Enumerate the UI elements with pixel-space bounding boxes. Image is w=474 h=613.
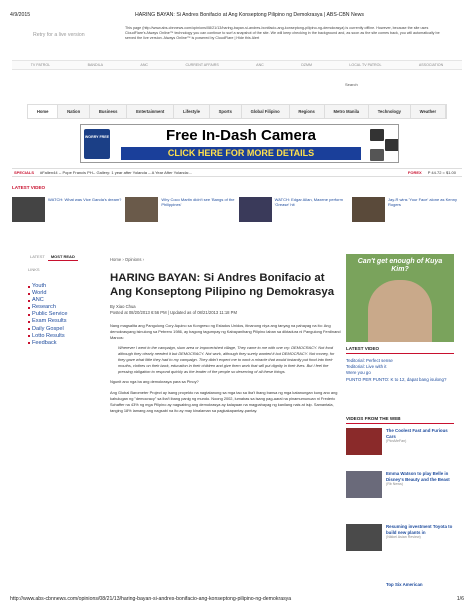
sidebar-link[interactable]	[28, 304, 88, 311]
video-caption[interactable]: WATCH: Edgar Allan, Maxene perform 'Grease' hit	[274, 197, 343, 207]
tab-most-read[interactable]: MOST READ	[48, 253, 78, 261]
video-strip	[12, 197, 462, 227]
sidebar-link[interactable]	[28, 283, 88, 290]
latest-video-label: LATEST VIDEO	[12, 185, 46, 190]
footer-url: http://www.abs-cbnnews.com/opinions/08/21/13/haring-bayan-si-andres-bonifacio-ang-konseptong-pilipino-ng-demokrasya	[10, 596, 292, 602]
nav-item-home[interactable]: Home	[28, 105, 58, 118]
bullet-icon	[28, 321, 30, 323]
bullet-icon	[28, 342, 30, 344]
ad-banner[interactable]	[80, 124, 399, 163]
sidebar-link-label[interactable]: Youth	[32, 283, 47, 289]
sidebar-link[interactable]	[28, 290, 88, 297]
camera-device-icon	[370, 129, 384, 141]
sidebar-link-label[interactable]: Exam Results	[32, 318, 67, 325]
print-title: HARING BAYAN: Si Andres Bonifacio at Ang Konseptong Pilipino ng Demokrasya | ABS-CBN News	[135, 12, 364, 18]
kuya-kim-ad[interactable]	[346, 254, 454, 342]
latest-video-link[interactable]: Teditorial: Perfect sense	[346, 358, 393, 363]
tab-latest[interactable]: LATEST	[30, 254, 45, 259]
article-paragraph: Ngunit ano nga ba ang demokrasya para sa Pinoy?	[110, 379, 199, 385]
sidebar-link-label[interactable]: Research	[32, 304, 56, 311]
web-video-thumbnail[interactable]	[346, 428, 382, 455]
links-list	[28, 283, 88, 347]
web-video-item[interactable]	[346, 471, 454, 498]
article-byline	[110, 304, 237, 316]
top-nav-item[interactable]: TV PATROL	[30, 63, 51, 67]
web-video-title[interactable]: Emma Watson to play Belle in Disney's Beauty and the Beast (Rb News)	[386, 471, 454, 498]
web-video-thumbnail[interactable]	[346, 524, 382, 551]
web-video-title[interactable]: Resuming investment Toyota to build new plants in (Nikkei Asian Review)	[386, 524, 453, 540]
camera-device-icon	[385, 139, 399, 151]
links-header: LINKS	[28, 267, 40, 272]
sidebar-tabs	[27, 253, 87, 261]
web-video-source: (Rb News)	[386, 482, 403, 487]
nav-item-weather[interactable]: Weather	[411, 105, 446, 118]
video-item[interactable]	[125, 197, 235, 227]
nav-item-business[interactable]: Business	[90, 105, 127, 118]
sidebar-link[interactable]	[28, 326, 88, 333]
article-body	[110, 323, 342, 418]
latest-video-panel-header: LATEST VIDEO	[346, 346, 454, 354]
video-caption[interactable]: Why Coco Martin didn't see 'Bangs of the Philippines'	[161, 197, 235, 207]
nav-item-technology[interactable]: Technology	[369, 105, 411, 118]
article-paragraph: Ang Global Barometer Project ay isang proyekto na nagtatanong sa mga tao sa iba't ibang bansa ng mga katanungan kung ano ang kahulugan ng "democracy" sa iba't ibang panig ng mundo. Noong 2002, lumabas sa isang pag-aaral na pinamumunuan ni Frederic Schaffer na 43% ng mga Pilipino ay nagsabing ang demokrasya ay kalayaan na magpahayag ng kanilang nais at isip. Samantala, tanging 18% lamang ang nagsabi na ito ay may kinalaman sa pagkakapantay-pantay.	[110, 390, 338, 413]
camera-device-icon	[370, 149, 384, 161]
web-video-item[interactable]	[346, 524, 454, 551]
bullet-icon	[28, 307, 30, 309]
top-nav-item[interactable]: CURRENT AFFAIRS	[185, 63, 219, 67]
bullet-icon	[28, 300, 30, 302]
latest-video-list	[346, 358, 454, 383]
videos-from-web-header: VIDEOS FROM THE WEB	[346, 416, 454, 424]
main-nav	[27, 104, 447, 119]
top-nav-item[interactable]: ASSOCIATION	[418, 63, 444, 67]
web-video-thumbnail[interactable]	[346, 471, 382, 498]
nav-item-lifestyle[interactable]: Lifestyle	[174, 105, 210, 118]
video-item[interactable]	[239, 197, 349, 227]
web-video-title[interactable]: The Coolest Fast and Furious Cars (PicsMeFan)	[386, 428, 454, 455]
video-thumbnail[interactable]	[352, 197, 385, 222]
bullet-icon	[28, 335, 30, 337]
ad-person-image	[368, 280, 432, 342]
sidebar-link[interactable]	[28, 333, 88, 340]
specials-text[interactable]: #Fallen44 -- Pope Francis PH-- Gallery: 1 year after Yolanda -- A Year After Yolanda:...	[40, 170, 193, 175]
top-nav-item[interactable]: BANDILA	[87, 63, 103, 67]
bullet-icon	[28, 286, 30, 288]
article-quote: Wherever I went in the campaign, slum area or impoverished village, They came to me with one cry: DEMOCRACY. Not food although they clearly needed it but DEMOCRACY. Not work, although they surely wanted it but DEMOCRACY. Not money, for they gave what little they had to my campaign. They didn't expect me to work a miracle that would instantly put food into their mouths, clothes on their back, education in their children and give them work that will put dignity in their lives. But I feel the pressing obligation to respond quickly as the leader of the people so deserving of all these things.	[118, 345, 335, 374]
video-thumbnail[interactable]	[12, 197, 45, 222]
video-item[interactable]	[12, 197, 122, 227]
article-title: HARING BAYAN: Si Andres Bonifacio at Ang Konseptong Pilipino ng Demokrasya	[110, 272, 335, 298]
sidebar-link-label[interactable]: Lotto Results	[32, 332, 65, 339]
article-posted: Posted at 08/20/2013 6:56 PM | Updated as of 08/21/2013 11:18 PM	[110, 310, 237, 315]
video-caption[interactable]: Jay-R wins 'Your Face' alone as Kenny Rogers	[387, 197, 457, 207]
retry-link[interactable]: Retry for a live version	[33, 32, 85, 38]
bullet-icon	[28, 328, 30, 330]
web-video-item[interactable]	[346, 428, 454, 455]
web-video-source: (Nikkei Asian Review)	[386, 535, 421, 540]
sidebar-link-label[interactable]: ANC	[32, 297, 44, 304]
cache-notice: This page (http://www.abs-cbnnews.com/opinions/08/21/13/haring-bayan-si-andres-bonifacio-ang-konseptong-pilipino-ng-demokrasya) is currently offline. However, because the site uses CloudFlare's Always Online™ technology you can continue to surf a snapshot of the site. We will keep checking in the background and, as soon as the site comes back, you will automatically be served the live version. Always Online™ is powered by CloudFlare | Hide this Alert	[125, 26, 440, 40]
sidebar-link[interactable]	[28, 340, 88, 347]
ad-text: Can't get enough of Kuya Kim?	[357, 258, 443, 273]
nav-item-metro-manila[interactable]: Metro Manila	[325, 105, 369, 118]
page-number: 1/6	[456, 596, 464, 602]
latest-video-link[interactable]: Teditorial: Live with it	[346, 364, 387, 370]
nav-item-global-filipino[interactable]: Global Filipino	[242, 105, 290, 118]
bullet-icon	[28, 314, 30, 316]
top-nav	[12, 60, 462, 70]
top-nav-item[interactable]: LOCAL TV PATROL	[349, 63, 382, 67]
banner-cta[interactable]: CLICK HERE FOR MORE DETAILS	[121, 147, 361, 160]
nav-item-regions[interactable]: Regions	[290, 105, 325, 118]
sidebar-link-label[interactable]: Public Service	[32, 311, 68, 318]
video-thumbnail[interactable]	[125, 197, 158, 222]
specials-bar	[12, 168, 462, 177]
search-label[interactable]: Search	[345, 82, 358, 87]
latest-video-link[interactable]: PUNTO PER PUNTO: K to 12, dapat bang isulong?	[346, 376, 447, 382]
web-video-title[interactable]: Top Six American	[386, 582, 423, 587]
specials-label: SPECIALS	[14, 170, 35, 175]
banner-logo: WORRY FREE	[84, 129, 110, 159]
video-thumbnail[interactable]	[239, 197, 272, 222]
forex-label: FOREX	[407, 170, 422, 175]
video-caption[interactable]: WATCH: What was Vice Ganda's dream?	[48, 197, 122, 202]
sidebar-link[interactable]	[28, 311, 88, 318]
top-nav-item[interactable]: ANC	[140, 63, 149, 67]
article-author: By Xiao Chua	[110, 304, 136, 309]
sidebar-link-label[interactable]: Feedback	[32, 339, 57, 346]
sidebar-link[interactable]	[28, 297, 88, 304]
sidebar-link-label[interactable]: World	[32, 290, 47, 297]
banner-headline: Free In-Dash Camera	[165, 127, 317, 144]
sidebar-link-label[interactable]: Daily Gospel	[32, 325, 64, 332]
forex-rate: P 44.72 = $1.00	[427, 170, 456, 175]
breadcrumb[interactable]: Home › Opinions ›	[110, 257, 144, 262]
latest-video-link[interactable]: Were you go	[346, 370, 371, 376]
video-item[interactable]	[352, 197, 462, 227]
nav-item-nation[interactable]: Nation	[58, 105, 90, 118]
nav-item-entertainment[interactable]: Entertainment	[127, 105, 174, 118]
print-date: 4/9/2015	[10, 12, 31, 18]
top-nav-item[interactable]: DZMM	[301, 63, 312, 67]
print-footer	[10, 596, 464, 602]
top-nav-item[interactable]: ANC	[256, 63, 264, 67]
sidebar-link[interactable]	[28, 318, 88, 325]
bullet-icon	[28, 293, 30, 295]
nav-item-sports[interactable]: Sports	[210, 105, 242, 118]
article-paragraph: Nang magsalita ang Pangulong Cory Aquino sa Kongreso ng Estados Unidos, itinanong niya ang tanyag na pahayag na ito: Ang demokrasyang isinulong sa Pebrero 1986, ay bagong tagumpay ng Kabayanihang Pilipino laban sa diktadura ni Pangulong Ferdinand Marcos:	[110, 323, 341, 340]
web-video-source: (PicsMeFan)	[386, 439, 407, 444]
print-header	[10, 12, 464, 20]
